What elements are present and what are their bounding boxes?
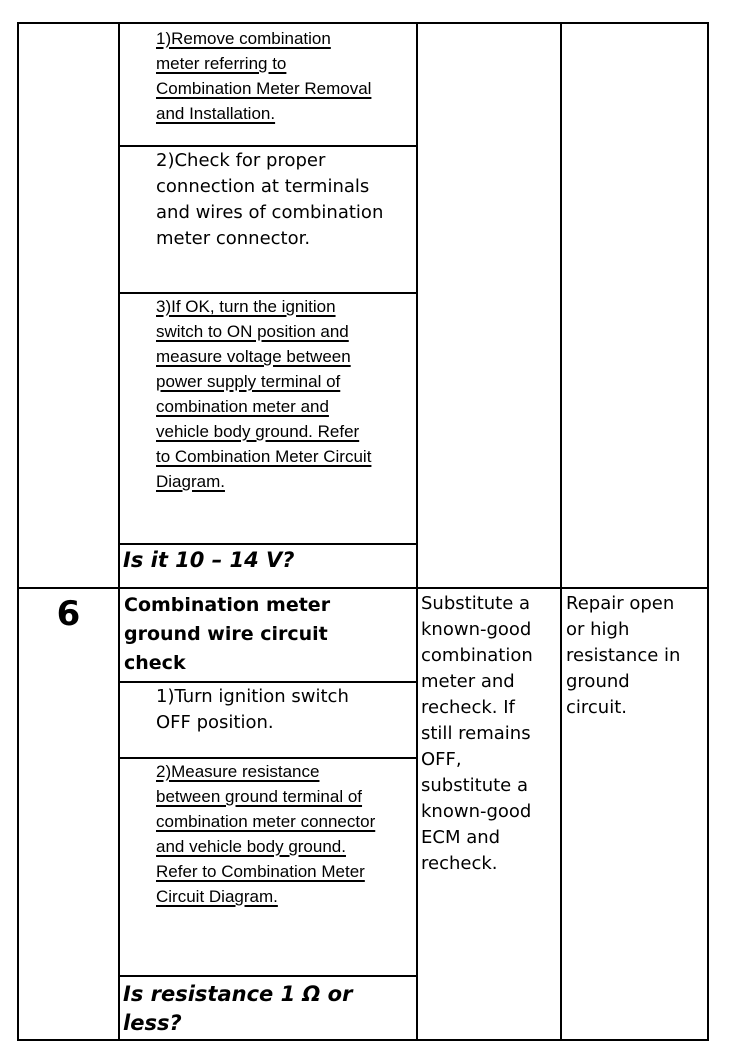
no-action-text: Repair open or high resistance in ground circuit. [566, 593, 681, 718]
row-divider [118, 145, 418, 147]
yes-action-text: Substitute a known-good combination meter and recheck. If still remains OFF, substitute a known-good ECM and recheck. [421, 593, 533, 874]
step-row-divider [17, 587, 709, 589]
step-title: Combination meter ground wire circuit check [124, 594, 331, 674]
step-instruction-check-connection: 2)Check for proper connection at terminals and wires of combination meter connector. [156, 150, 384, 249]
table-border-bottom [17, 1039, 709, 1041]
table-border-right [707, 22, 709, 1041]
step-instruction-remove-meter: 1)Remove combination meter referring to Combination Meter Removal and Installation. [156, 29, 372, 123]
voltage-check-question: Is it 10 – 14 V? [123, 548, 295, 572]
row-divider [118, 681, 418, 683]
step-instruction-measure-voltage: 3)If OK, turn the ignition switch to ON position and measure voltage between power supply terminal of combination meter and vehicle body ground. Refer to Combination Meter Circuit Diagram. [156, 297, 372, 491]
step-instruction-ignition-off: 1)Turn ignition switch OFF position. [156, 686, 349, 733]
column-divider-yes [560, 22, 562, 1041]
row-divider [118, 543, 418, 545]
resistance-check-question: Is resistance 1 Ω or less? [123, 982, 353, 1035]
row-divider [118, 975, 418, 977]
column-divider-step [118, 22, 120, 1041]
table-border-left [17, 22, 19, 1041]
table-border-top [17, 22, 709, 24]
step-instruction-measure-resistance: 2)Measure resistance between ground terminal of combination meter connector and vehicle body ground. Refer to Combination Meter Circuit Diagram. [156, 762, 376, 906]
step-number: 6 [56, 594, 81, 634]
